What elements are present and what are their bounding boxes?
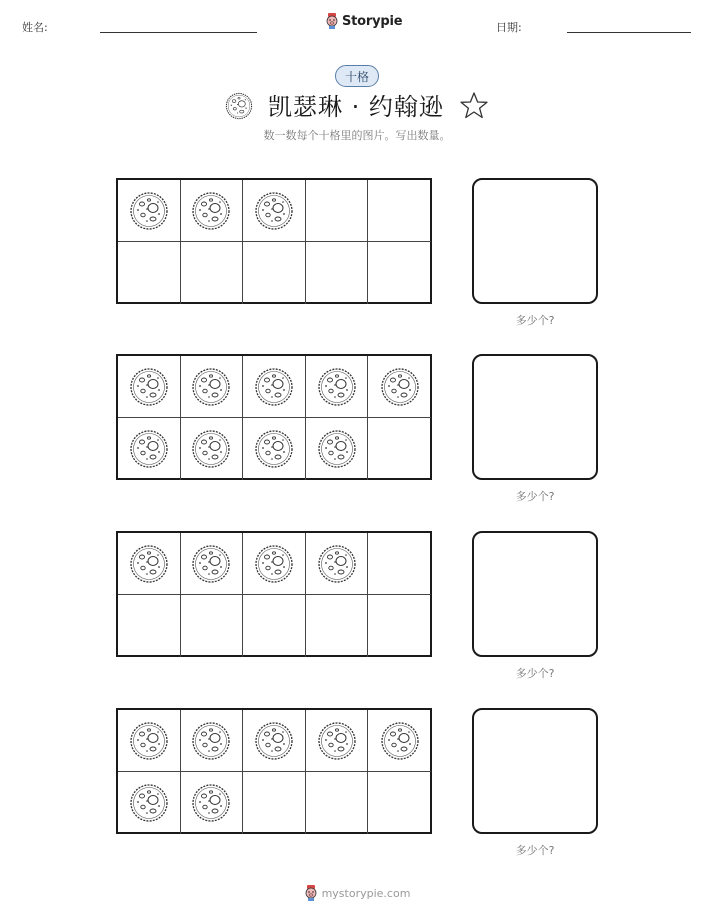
frame-cell [368,242,431,304]
frame-cell [368,710,431,772]
moon-icon [317,367,357,407]
frame-cell [118,180,181,242]
frame-cell [181,533,244,595]
frame-cell [181,418,244,480]
instructions: 数一数每个十格里的图片。写出数量。 [263,129,451,142]
pig-mascot-icon [304,885,318,901]
ten-frame-1 [116,178,432,304]
moon-icon [254,544,294,584]
frame-cell [306,595,369,657]
frame-cell [243,418,306,480]
frame-cell [118,595,181,657]
moon-icon [317,721,357,761]
moon-icon [254,721,294,761]
moon-icon [129,783,169,823]
frame-cell [368,356,431,418]
question-label-4: 多少个? [515,844,555,857]
frame-cell [181,710,244,772]
ten-frame-4 [116,708,432,834]
moon-icon [191,783,231,823]
frame-cell [243,710,306,772]
star-icon [458,90,490,122]
frame-cell [243,533,306,595]
frame-cell [368,418,431,480]
question-label-2: 多少个? [515,490,555,503]
frame-cell [368,180,431,242]
moon-icon [317,429,357,469]
moon-icon [254,191,294,231]
footer [0,885,714,901]
frame-cell [118,772,181,834]
logo-text: Storypie [342,13,403,29]
storypie-logo [325,13,402,29]
moon-icon [129,721,169,761]
frame-cell [118,710,181,772]
footer-url: mystorypie.com [321,886,411,900]
moon-icon [225,92,253,120]
frame-cell [368,595,431,657]
frame-cell [243,180,306,242]
frame-cell [243,772,306,834]
frame-cell [243,595,306,657]
frame-cell [118,418,181,480]
worksheet-tag: 十格 [335,65,379,87]
frame-cell [306,772,369,834]
moon-icon [191,544,231,584]
frame-cell [306,533,369,595]
question-label-1: 多少个? [515,314,555,327]
frame-cell [306,356,369,418]
frame-cell [368,772,431,834]
answer-box-2[interactable] [472,354,598,480]
moon-icon [191,191,231,231]
name-line[interactable] [100,32,257,33]
frame-cell [306,710,369,772]
answer-box-3[interactable] [472,531,598,657]
pig-mascot-icon [325,13,339,29]
frame-cell [306,418,369,480]
ten-frame-2 [116,354,432,480]
moon-icon [191,721,231,761]
question-label-3: 多少个? [515,667,555,680]
frame-cell [181,242,244,304]
moon-icon [129,429,169,469]
name-label: 姓名: [22,21,48,34]
moon-icon [380,367,420,407]
frame-cell [118,242,181,304]
frame-cell [118,356,181,418]
frame-cell [368,533,431,595]
moon-icon [129,544,169,584]
date-line[interactable] [567,32,691,33]
frame-cell [243,242,306,304]
moon-icon [317,544,357,584]
frame-cell [181,772,244,834]
frame-cell [306,242,369,304]
answer-box-4[interactable] [472,708,598,834]
moon-icon [254,429,294,469]
frame-cell [181,595,244,657]
frame-cell [181,180,244,242]
date-label: 日期: [496,21,522,34]
moon-icon [129,191,169,231]
frame-cell [181,356,244,418]
moon-icon [191,367,231,407]
ten-frame-3 [116,531,432,657]
worksheet-title: 凯瑟琳 · 约翰逊 [268,93,444,121]
moon-icon [191,429,231,469]
frame-cell [306,180,369,242]
answer-box-1[interactable] [472,178,598,304]
moon-icon [254,367,294,407]
moon-icon [129,367,169,407]
frame-cell [243,356,306,418]
moon-icon [380,721,420,761]
frame-cell [118,533,181,595]
